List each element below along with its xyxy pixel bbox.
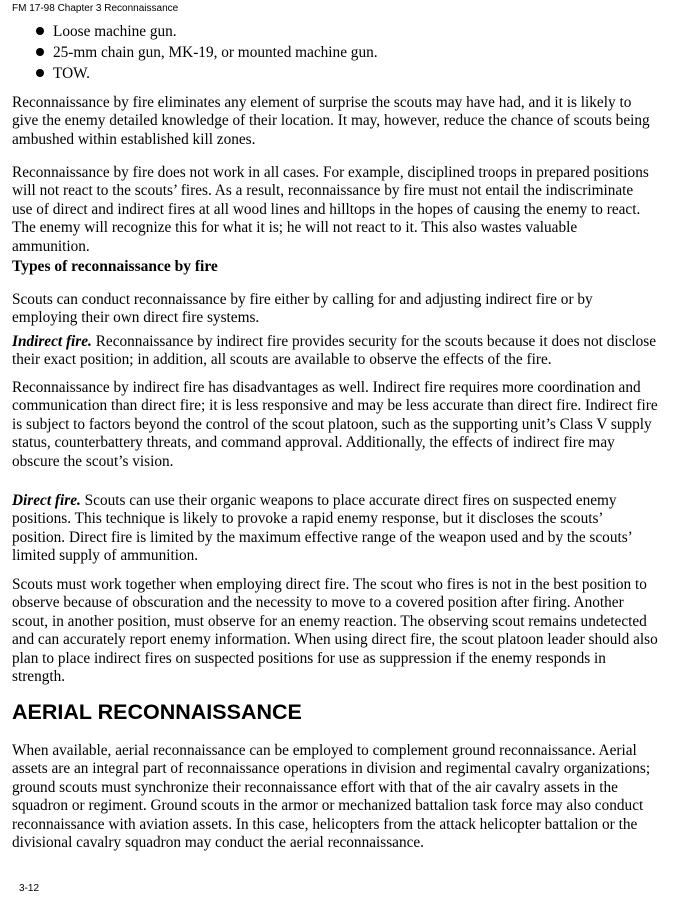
page-number: 3-12 bbox=[19, 883, 40, 894]
text-line: position. Direct fire is limited by the maximum effective range of the weapon used and by the scouts’ bbox=[12, 528, 633, 546]
text-line: ground scouts must synchronize their reconnaissance effort with that of the air cavalry assets in the bbox=[12, 778, 618, 796]
paragraph bbox=[12, 576, 692, 686]
text-line: squadron or regiment. Ground scouts in the armor or mechanized battalion task force may also conduct bbox=[12, 797, 644, 815]
text-line: Scouts can conduct reconnaissance by fire either by calling for and adjusting indirect fire or by bbox=[12, 291, 593, 308]
run-in-heading: Indirect fire. bbox=[12, 333, 92, 350]
text-line: ammunition. bbox=[12, 237, 90, 255]
text-line: status, counterbattery threats, and command approval. Additionally, the effects of indirect fire may bbox=[12, 434, 615, 452]
text-line: Reconnaissance by fire does not work in all cases. For example, disciplined troops in prepared positions bbox=[12, 164, 649, 181]
text-run: Reconnaissance by indirect fire provides security for the scouts because it does not disclose bbox=[91, 333, 657, 350]
text-run: Scouts can use their organic weapons to place accurate direct fires on suspected enemy bbox=[80, 492, 617, 509]
text-line: positions. This technique is likely to provoke a rapid enemy response, but it discloses the scouts’ bbox=[12, 510, 604, 528]
text-line: obscure the scout’s vision. bbox=[12, 452, 174, 470]
text-line bbox=[12, 492, 692, 510]
paragraph bbox=[12, 333, 692, 370]
text-line: observe because of obscuration and the necessity to move to a covered position after firing. Another bbox=[12, 594, 624, 612]
section-heading: AERIAL RECONNAISSANCE bbox=[12, 700, 302, 724]
paragraph bbox=[12, 94, 692, 149]
text-line: and can accurately report enemy information. When using direct fire, the scout platoon leader should also bbox=[12, 631, 658, 649]
bullet-text: TOW. bbox=[53, 65, 90, 82]
paragraph bbox=[12, 492, 692, 566]
bullet-item bbox=[36, 65, 90, 83]
text-line: assets are an integral part of reconnaissance operations in division and regimental cavalry organizations; bbox=[12, 760, 651, 778]
text-line: Reconnaissance by fire eliminates any element of surprise the scouts may have had, and it is likely to bbox=[12, 94, 632, 111]
paragraph bbox=[12, 164, 692, 256]
text-line: give the enemy detailed knowledge of their location. It may, however, reduce the chance of scouts being bbox=[12, 112, 650, 130]
text-line: use of direct and indirect fires at all wood lines and hilltops in the hopes of causing the enemy to react. bbox=[12, 200, 641, 218]
text-line: The enemy will recognize this for what it is; he will not react to it. This also wastes valuable bbox=[12, 219, 578, 237]
text-line: plan to place indirect fires on suspected positions for use as suppression if the enemy responds in bbox=[12, 649, 606, 667]
paragraph bbox=[12, 742, 692, 852]
bullet-text: Loose machine gun. bbox=[53, 23, 177, 40]
text-line: will not react to the scouts’ fires. As a result, reconnaissance by fire must not entail the indiscriminate bbox=[12, 182, 634, 200]
bullet-icon bbox=[36, 69, 44, 77]
text-line: When available, aerial reconnaissance can be employed to complement ground reconnaissance. Aerial bbox=[12, 742, 637, 759]
text-line: scout, in another position, must observe for an enemy reaction. The observing scout remains undetected bbox=[12, 612, 647, 630]
text-line: Scouts must work together when employing direct fire. The scout who fires is not in the best position to bbox=[12, 576, 647, 593]
bullet-icon bbox=[36, 27, 44, 35]
paragraph bbox=[12, 291, 692, 328]
running-header: FM 17-98 Chapter 3 Reconnaissance bbox=[12, 3, 179, 14]
text-line: divisional cavalry squadron may conduct the aerial reconnaissance. bbox=[12, 834, 425, 852]
text-line: is subject to factors beyond the control of the scout platoon, such as the supporting unit’s Class V supply bbox=[12, 415, 652, 433]
run-in-heading: Direct fire. bbox=[12, 492, 81, 509]
paragraph bbox=[12, 379, 692, 471]
text-line: ambushed within established kill zones. bbox=[12, 130, 256, 148]
text-line: Reconnaissance by indirect fire has disadvantages as well. Indirect fire requires more coordination and bbox=[12, 379, 641, 396]
text-line bbox=[12, 333, 692, 351]
text-line: employing their own direct fire systems. bbox=[12, 309, 260, 327]
bullet-item bbox=[36, 23, 177, 41]
subheading: Types of reconnaissance by fire bbox=[12, 258, 218, 275]
text-line: their exact position; in addition, all scouts are available to observe the effects of the fire. bbox=[12, 351, 552, 369]
bullet-item bbox=[36, 44, 378, 62]
text-line: strength. bbox=[12, 668, 66, 686]
bullet-text: 25-mm chain gun, MK-19, or mounted machine gun. bbox=[53, 44, 378, 61]
text-line: communication than direct fire; it is less responsive and may be less accurate than direct fire. Indirect fire bbox=[12, 397, 658, 415]
bullet-icon bbox=[36, 48, 44, 56]
text-line: limited supply of ammunition. bbox=[12, 547, 199, 565]
text-line: reconnaissance with aviation assets. In this case, helicopters from the attack helicopter battalion or the bbox=[12, 815, 638, 833]
